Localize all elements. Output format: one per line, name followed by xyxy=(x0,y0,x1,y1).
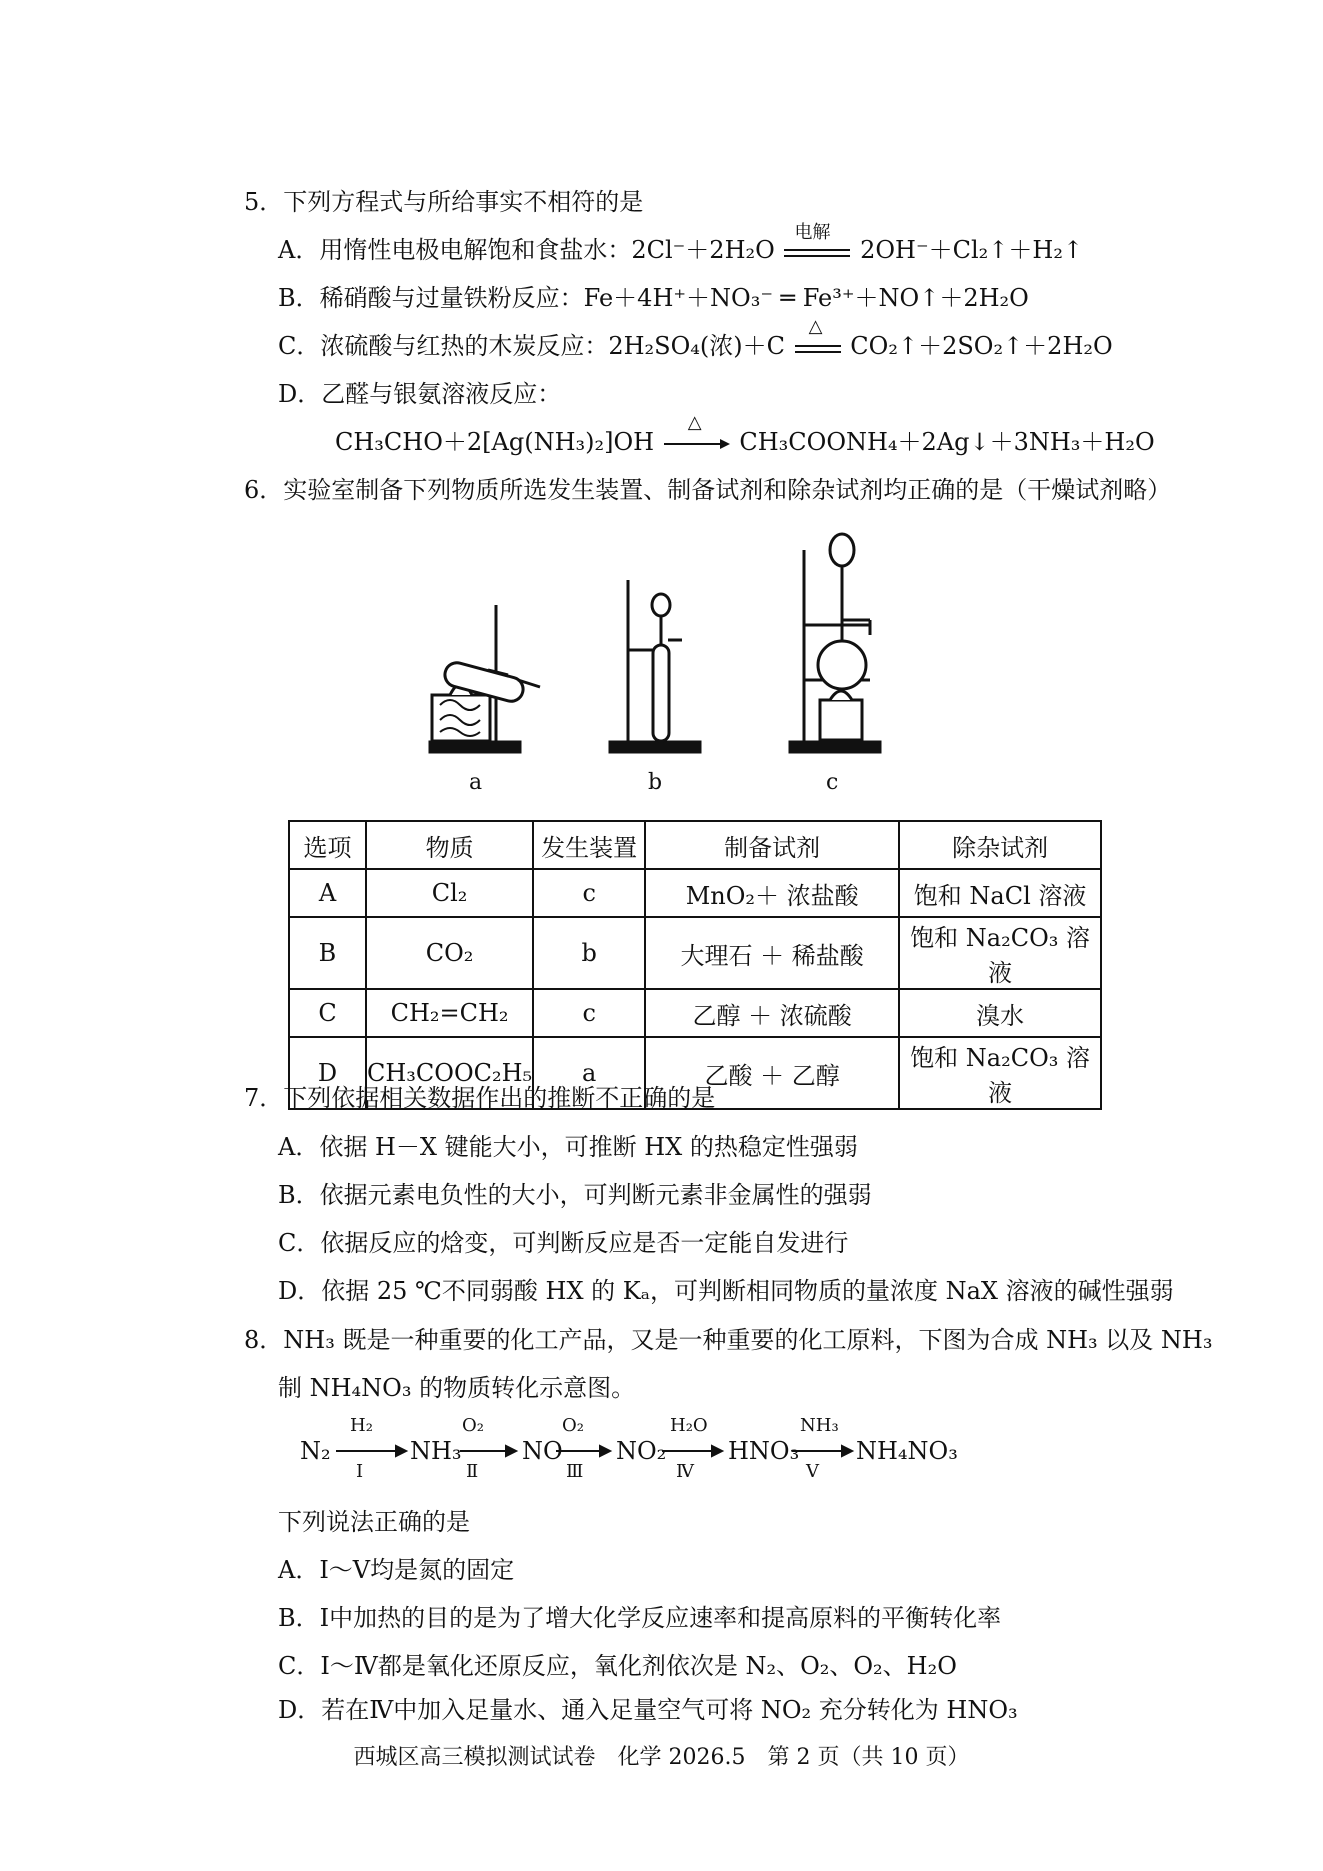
q5-option-c-text: C．浓硫酸与红热的木炭反应：2H₂SO₄(浓)＋C xyxy=(278,332,786,360)
table-row xyxy=(289,989,1101,1037)
equation-left: CH₃CHO＋2[Ag(NH₃)₂]OH xyxy=(335,428,655,456)
apparatus-b xyxy=(610,580,700,752)
condition-label: 电解 xyxy=(794,221,831,243)
table-cell: CO₂ xyxy=(366,917,533,989)
step-label: Ⅲ xyxy=(566,1461,584,1482)
q8-option-d: D．若在Ⅳ中加入足量水、通入足量空气可将 NO₂ 充分转化为 HNO₃ xyxy=(278,1696,1018,1724)
q5-option-a xyxy=(278,221,1084,265)
reaction-arrow xyxy=(662,411,732,456)
apparatus-a xyxy=(430,605,540,752)
table-header-row xyxy=(289,821,1101,869)
table-cell: A xyxy=(289,869,366,917)
figure-label-a: a xyxy=(469,770,483,795)
reagent-label: NH₃ xyxy=(800,1415,839,1436)
table-cell: 溴水 xyxy=(899,989,1101,1037)
q6-stem: 6．实验室制备下列物质所选发生装置、制备试剂和除杂试剂均正确的是（干燥试剂略） xyxy=(244,476,1172,504)
reagent-label: O₂ xyxy=(562,1415,584,1436)
q8-option-a: A．Ⅰ～Ⅴ均是氮的固定 xyxy=(278,1556,515,1584)
table-cell: c xyxy=(533,869,645,917)
table-header: 除杂试剂 xyxy=(899,821,1101,869)
reagent-label: H₂O xyxy=(670,1415,708,1436)
step-label: Ⅱ xyxy=(466,1461,479,1482)
right-arrow-icon xyxy=(662,434,732,454)
table-cell: c xyxy=(533,989,645,1037)
q7-stem: 7．下列依据相关数据作出的推断不正确的是 xyxy=(244,1084,716,1112)
table-cell: 饱和 NaCl 溶液 xyxy=(899,869,1101,917)
q5-option-c xyxy=(278,315,1113,361)
q8-option-b: B．Ⅰ中加热的目的是为了增大化学反应速率和提高原料的平衡转化率 xyxy=(278,1604,1002,1632)
table-cell: 乙酸 ＋ 乙醇 xyxy=(645,1037,899,1109)
q7-option-d: D．依据 25 ℃不同弱酸 HX 的 Kₐ，可判断相同物质的量浓度 NaX 溶液的碱性强弱 xyxy=(278,1277,1174,1305)
q8-stem-line2: 制 NH₄NO₃ 的物质转化示意图。 xyxy=(278,1374,636,1402)
double-line-icon xyxy=(793,338,843,358)
table-cell: B xyxy=(289,917,366,989)
q8-option-c: C．Ⅰ～Ⅳ都是氧化还原反应，氧化剂依次是 N₂、O₂、O₂、H₂O xyxy=(278,1652,957,1680)
table-cell: CH₂=CH₂ xyxy=(366,989,533,1037)
table-cell: 饱和 Na₂CO₃ 溶液 xyxy=(899,1037,1101,1109)
species-hno3: HNO₃ xyxy=(728,1437,800,1465)
q5-option-a-products: 2OH⁻＋Cl₂↑＋H₂↑ xyxy=(860,236,1084,264)
table-cell: C xyxy=(289,989,366,1037)
q5-option-d-equation xyxy=(335,411,1155,457)
equals-condition xyxy=(793,315,843,360)
step-label: Ⅳ xyxy=(676,1461,694,1482)
apparatus-figure xyxy=(400,510,920,765)
q5-option-a-text: A．用惰性电极电解饱和食盐水：2Cl⁻＋2H₂O xyxy=(278,236,775,264)
table-row xyxy=(289,917,1101,989)
species-no2: NO₂ xyxy=(616,1437,667,1465)
table-header: 选项 xyxy=(289,821,366,869)
q7-option-c: C．依据反应的焓变，可判断反应是否一定能自发进行 xyxy=(278,1229,849,1257)
table-cell: D xyxy=(289,1037,366,1109)
flow-arrows xyxy=(300,1415,960,1485)
q6-options-table xyxy=(288,820,1102,1110)
species-nh3: NH₃ xyxy=(410,1437,462,1465)
table-cell: 大理石 ＋ 稀盐酸 xyxy=(645,917,899,989)
table-header: 发生装置 xyxy=(533,821,645,869)
equation-right: CH₃COONH₄＋2Ag↓＋3NH₃＋H₂O xyxy=(739,428,1155,456)
figure-label-b: b xyxy=(648,770,663,795)
equals-condition xyxy=(782,221,852,264)
q5-option-b: B．稀硝酸与过量铁粉反应：Fe＋4H⁺＋NO₃⁻ ═ Fe³⁺＋NO↑＋2H₂O xyxy=(278,284,1029,312)
condition-label: △ xyxy=(687,411,702,433)
table-cell: CH₃COOC₂H₅ xyxy=(366,1037,533,1109)
reagent-label: O₂ xyxy=(462,1415,484,1436)
condition-label: △ xyxy=(808,315,823,337)
conversion-flow-diagram xyxy=(300,1415,960,1485)
q7-option-a: A．依据 H－X 键能大小，可推断 HX 的热稳定性强弱 xyxy=(278,1133,858,1161)
species-nh4no3: NH₄NO₃ xyxy=(856,1437,958,1465)
step-label: Ⅰ xyxy=(356,1461,364,1482)
table-cell: a xyxy=(533,1037,645,1109)
table-cell: 乙醇 ＋ 浓硫酸 xyxy=(645,989,899,1037)
table-header: 物质 xyxy=(366,821,533,869)
species-no: NO xyxy=(522,1437,563,1465)
q5-stem: 5．下列方程式与所给事实不相符的是 xyxy=(244,188,644,216)
table-header: 制备试剂 xyxy=(645,821,899,869)
figure-label-c: c xyxy=(826,770,839,795)
reagent-label: H₂ xyxy=(350,1415,373,1436)
q8-stem-line1: 8．NH₃ 既是一种重要的化工产品，又是一种重要的化工原料，下图为合成 NH₃ 以及 NH₃ xyxy=(244,1326,1213,1354)
table-cell: MnO₂＋ 浓盐酸 xyxy=(645,869,899,917)
double-line-icon xyxy=(782,242,852,262)
q7-option-b: B．依据元素电负性的大小，可判断元素非金属性的强弱 xyxy=(278,1181,872,1209)
table-cell: Cl₂ xyxy=(366,869,533,917)
table-cell: b xyxy=(533,917,645,989)
apparatus-c xyxy=(790,534,880,752)
species-n2: N₂ xyxy=(300,1437,331,1465)
table-cell: 饱和 Na₂CO₃ 溶液 xyxy=(899,917,1101,989)
step-label: Ⅴ xyxy=(806,1461,819,1482)
page-footer: 西城区高三模拟测试试卷 化学 2026.5 第 2 页（共 10 页） xyxy=(353,1745,970,1770)
table-row xyxy=(289,869,1101,917)
q5-option-c-products: CO₂↑＋2SO₂↑＋2H₂O xyxy=(850,332,1113,360)
q5-option-d: D．乙醛与银氨溶液反应： xyxy=(278,380,562,408)
q8-prompt: 下列说法正确的是 xyxy=(278,1508,470,1536)
